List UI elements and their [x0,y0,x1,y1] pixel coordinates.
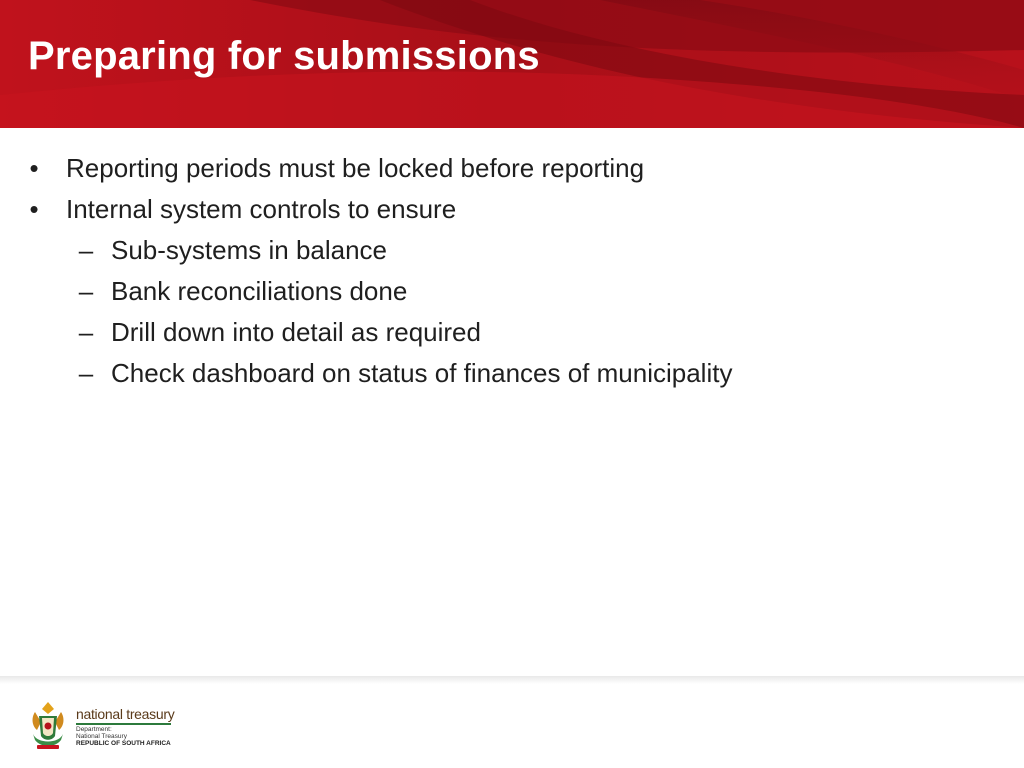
sub-bullet-item [0,230,1024,271]
logo-wordmark: national treasury [76,706,175,722]
slide-title: Preparing for submissions [28,34,540,78]
sub-bullet-dash: – [78,317,94,347]
bullet-item [0,189,1024,230]
bullet-text: Internal system controls to ensure [66,194,457,224]
coat-of-arms-icon [27,700,69,752]
sub-bullet-dash: – [78,235,94,265]
logo-department-name: National Treasury [76,733,127,740]
sub-bullet-text: Sub-systems in balance [111,235,388,265]
sub-bullet-dash: – [78,358,94,388]
bullet-text: Reporting periods must be locked before reporting [66,153,645,183]
sub-bullet-item [0,271,1024,312]
sub-bullet-item [0,312,1024,353]
logo-underline [76,723,171,725]
sub-bullet-text: Bank reconciliations done [111,276,408,306]
bullet-dot: • [29,153,39,183]
sub-bullet-item [0,353,1024,394]
bullet-dot: • [29,194,39,224]
logo-country: REPUBLIC OF SOUTH AFRICA [76,740,171,747]
title-banner [0,0,1024,128]
sub-bullet-dash: – [78,276,94,306]
bullet-list [0,148,1024,394]
footer-divider [0,676,1024,684]
bullet-item [0,148,1024,189]
logo-department-label: Department: [76,726,112,733]
sub-bullet-text: Drill down into detail as required [111,317,481,347]
sub-bullet-text: Check dashboard on status of finances of municipality [111,358,733,388]
national-treasury-logo [27,700,177,752]
